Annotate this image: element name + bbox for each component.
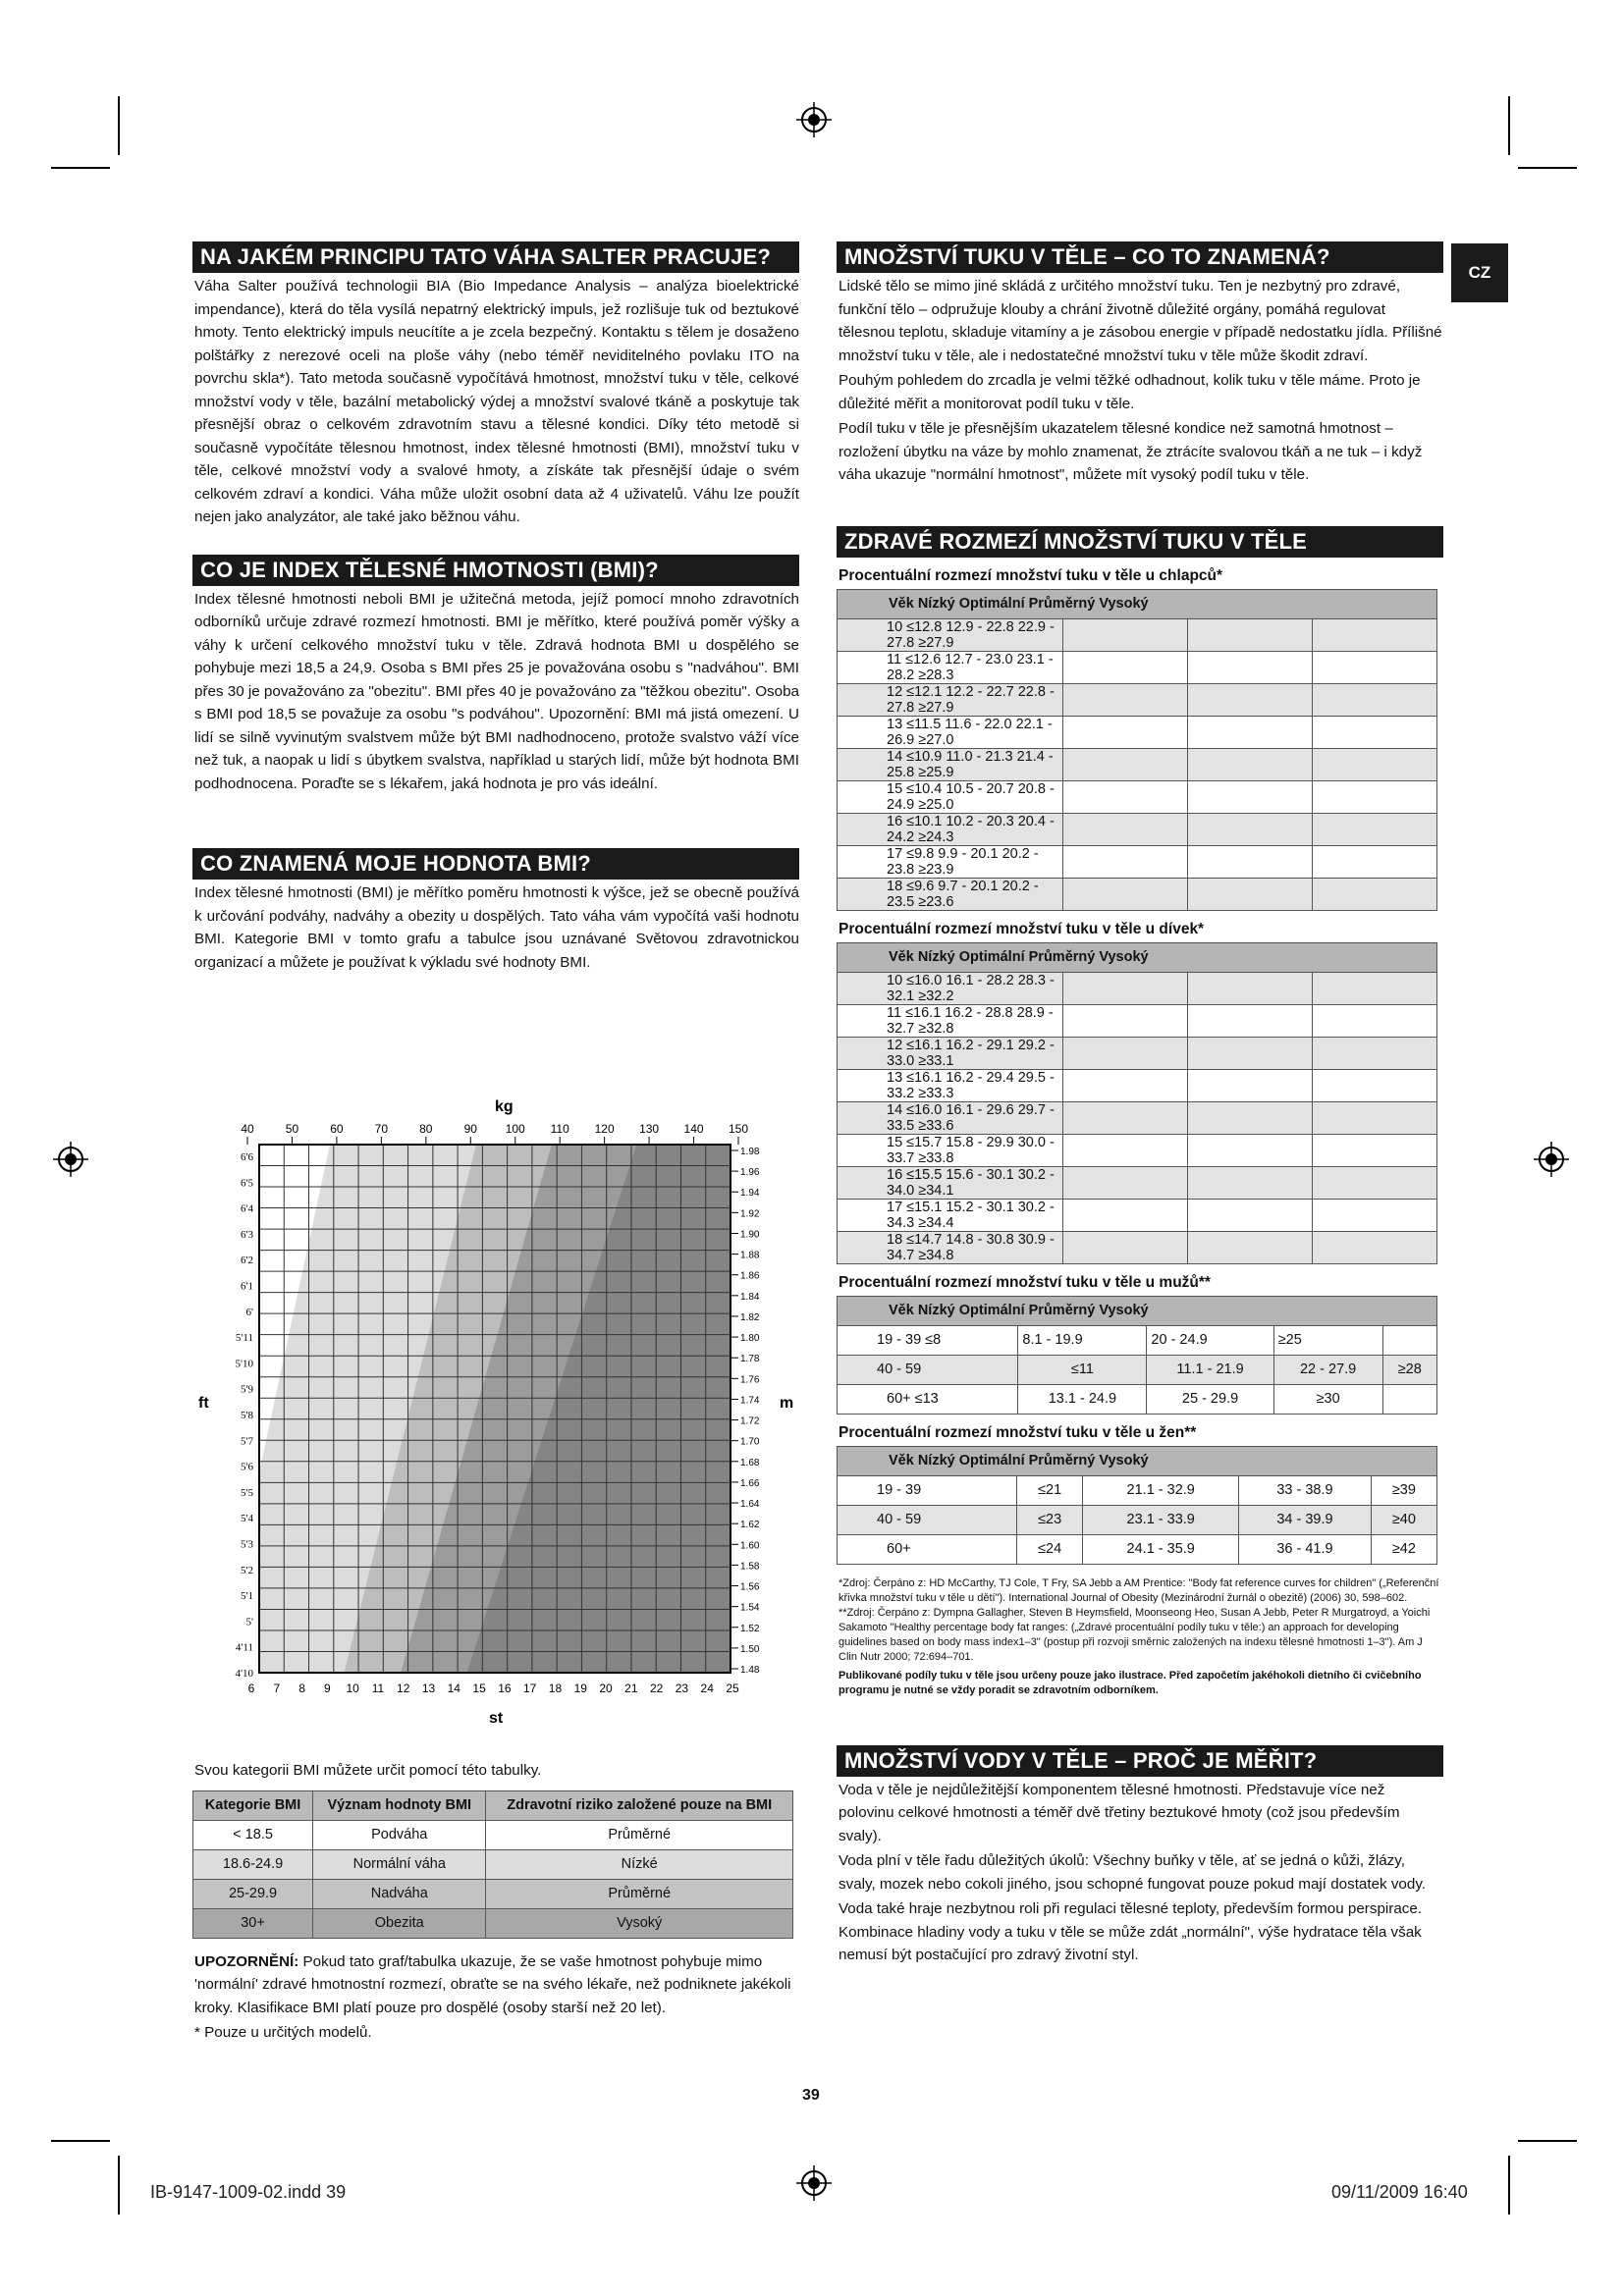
- section-title-healthy-range: ZDRAVÉ ROZMEZÍ MNOŽSTVÍ TUKU V TĚLE: [837, 526, 1443, 558]
- section-title-bmi: CO JE INDEX TĚLESNÉ HMOTNOSTI (BMI)?: [192, 555, 799, 586]
- kg-tick-label: 90: [463, 1122, 477, 1136]
- table-cell: ≥39: [1371, 1475, 1436, 1505]
- kg-tick-label: 130: [639, 1122, 660, 1136]
- bmi-table-block: [192, 1757, 799, 2045]
- st-tick-label: 7: [273, 1682, 281, 1695]
- ft-tick-label: 5'4: [241, 1513, 253, 1525]
- warning-label: UPOZORNĚNÍ:: [194, 1952, 299, 1970]
- ft-tick-label: 6': [245, 1306, 253, 1318]
- table-row: [193, 1879, 793, 1908]
- st-tick-label: 13: [421, 1682, 436, 1695]
- crop-mark: [51, 2140, 110, 2142]
- registration-mark-icon: [796, 2165, 832, 2201]
- crop-mark: [1518, 2140, 1577, 2142]
- ft-tick-label: 6'5: [241, 1177, 253, 1190]
- table-cell: 22 - 27.9: [1273, 1355, 1382, 1384]
- table-row: [838, 780, 1437, 813]
- m-tick-label: 1.50: [740, 1643, 760, 1655]
- st-tick-label: 21: [624, 1682, 638, 1695]
- table-cell: 11 ≤16.1 16.2 - 28.8 28.9 - 32.7 ≥32.8: [838, 1004, 1063, 1037]
- m-tick-label: 1.94: [740, 1188, 760, 1200]
- table-cell: Obezita: [313, 1908, 486, 1938]
- table-row: [838, 1384, 1437, 1414]
- st-tick-label: 8: [298, 1682, 305, 1695]
- registration-mark-icon: [53, 1142, 88, 1177]
- table-row: [838, 972, 1437, 1004]
- body-water-paragraph: Voda také hraje nezbytnou roli při regulaci tělesné teploty, především formou perspirace. Kombinace hladiny vody a tuku v těle se může zdát „normální", výše hydratace těla však nemusí být postačující pro zdravý životní styl.: [839, 1900, 1423, 1963]
- section-title-principle: NA JAKÉM PRINCIPU TATO VÁHA SALTER PRACUJE?: [192, 241, 799, 273]
- ft-tick-label: 5'11: [235, 1332, 253, 1345]
- m-tick-label: 1.54: [740, 1602, 760, 1614]
- table-cell: 11.1 - 21.9: [1147, 1355, 1273, 1384]
- section-title-body-fat: MNOŽSTVÍ TUKU V TĚLE – CO TO ZNAMENÁ?: [837, 241, 1443, 273]
- chart-m-label: m: [780, 1395, 794, 1412]
- right-column: [837, 241, 1443, 1967]
- table-row: [838, 813, 1437, 845]
- table-row: [838, 748, 1437, 780]
- table-cell: 18 ≤14.7 14.8 - 30.8 30.9 - 34.7 ≥34.8: [838, 1231, 1063, 1263]
- kg-tick-label: 120: [594, 1122, 615, 1136]
- ft-tick-label: 5'8: [241, 1410, 253, 1421]
- men-fat-table: [837, 1296, 1437, 1415]
- sources-disclaimer: Publikované podíly tuku v těle jsou určeny pouze jako ilustrace. Před započetím jakéhokoli dietního či cvičebního programu je nutné se vždy poradit se zdravotním odborníkem.: [839, 1669, 1422, 1696]
- girls-fat-table: [837, 942, 1437, 1264]
- m-tick-label: 1.96: [740, 1167, 760, 1179]
- kg-tick-label: 50: [285, 1122, 299, 1136]
- m-tick-label: 1.56: [740, 1581, 760, 1593]
- table-cell: 17 ≤15.1 15.2 - 30.1 30.2 - 34.3 ≥34.4: [838, 1199, 1063, 1231]
- ft-tick-label: 5': [245, 1616, 253, 1629]
- table-cell: 16 ≤15.5 15.6 - 30.1 30.2 - 34.0 ≥34.1: [838, 1166, 1063, 1199]
- table-row: [838, 1355, 1437, 1384]
- table-cell: 11 ≤12.6 12.7 - 23.0 23.1 - 28.2 ≥28.3: [838, 651, 1063, 683]
- table-row: [838, 716, 1437, 748]
- m-tick-label: 1.98: [740, 1147, 760, 1157]
- table-cell: 10 ≤16.0 16.1 - 28.2 28.3 - 32.1 ≥32.2: [838, 972, 1063, 1004]
- page-number: 39: [802, 2087, 820, 2104]
- table-cell: 8.1 - 19.9: [1018, 1325, 1147, 1355]
- crop-mark: [51, 167, 110, 169]
- table-cell: 34 - 39.9: [1239, 1505, 1372, 1534]
- table-row: [838, 1101, 1437, 1134]
- kg-tick-label: 60: [330, 1122, 344, 1136]
- st-tick-label: 15: [472, 1682, 486, 1695]
- warning-text: [194, 1950, 799, 2020]
- boys-table-caption: Procentuální rozmezí množství tuku v těle u chlapců*: [839, 566, 1223, 584]
- table-row: [838, 651, 1437, 683]
- table-row: [838, 1004, 1437, 1037]
- body-fat-paragraph: Podíl tuku v těle je přesnějším ukazatelem tělesné kondice než samotná hmotnost – rozložení úbytku na váze by mohlo znamenat, že ztrácíte svalovou tkáň a ne tuk – i když váha ukazuje "normální hmotnost", můžete mít vysoký podíl tuku v těle.: [839, 420, 1423, 483]
- crop-mark: [1518, 167, 1577, 169]
- ft-tick-label: 6'2: [241, 1255, 253, 1267]
- table-cell: 60+ ≤13: [838, 1384, 1018, 1414]
- table-cell: 12 ≤16.1 16.2 - 29.1 29.2 - 33.0 ≥33.1: [838, 1037, 1063, 1069]
- m-tick-label: 1.66: [740, 1477, 760, 1489]
- st-tick-label: 10: [346, 1682, 359, 1695]
- table-row: [193, 1849, 793, 1879]
- table-cell: 36 - 41.9: [1239, 1534, 1372, 1564]
- chart-ft-label: ft: [198, 1395, 209, 1412]
- table-cell: 19 - 39 ≤8: [838, 1325, 1018, 1355]
- st-tick-label: 18: [548, 1682, 563, 1695]
- bmi-table: [192, 1790, 793, 1939]
- table-cell: 10 ≤12.8 12.9 - 22.8 22.9 - 27.8 ≥27.9: [838, 618, 1063, 651]
- registration-mark-icon: [796, 102, 832, 137]
- st-tick-label: 11: [371, 1682, 385, 1695]
- crop-mark: [118, 96, 120, 155]
- ft-tick-label: 4'11: [235, 1641, 253, 1654]
- women-table-caption: Procentuální rozmezí množství tuku v těle u žen**: [839, 1423, 1197, 1441]
- table-cell: 40 - 59: [838, 1505, 1017, 1534]
- table-row: [838, 1037, 1437, 1069]
- m-tick-label: 1.82: [740, 1311, 760, 1323]
- bmi-table-header: Zdravotní riziko založené pouze na BMI: [486, 1790, 793, 1820]
- table-cell: 25 - 29.9: [1147, 1384, 1273, 1414]
- table-row: [838, 1166, 1437, 1199]
- table-cell: 13.1 - 24.9: [1018, 1384, 1147, 1414]
- kg-tick-label: 40: [241, 1122, 254, 1136]
- table-row: [838, 1199, 1437, 1231]
- m-tick-label: 1.80: [740, 1333, 760, 1345]
- section-text-bmi: Index tělesné hmotnosti neboli BMI je užitečná metoda, jejíž pomocí mnoho zdravotních odborníků určuje zdravé rozmezí hmotnosti. BMI je měřítko, které používá poměr výšky a váhy k určení celkového množství tuku v těle. Zdravá hodnota BMI u dospělého se pohybuje mezi 18,5 a 24,9. Osoba s BMI přes 25 je považována osobu s "nadváhou". BMI přes 30 je považováno za "obezitu". BMI přes 40 je považováno za "těžkou obezitu". Osoba s BMI pod 18,5 se považuje za osobu "s podváhou". Upozornění: BMI má jistá omezení. U lidí se silně vyvinutým svalstvem může být BMI nadhodnoceno, protože svalstvo váží více než tuk, a naopak u lidí s úbytkem svalstva, například u starých lidí, může být hodnota BMI podhodnocena. Poraďte se s lékařem, jaká hodnota je pro vás ideální.: [194, 590, 799, 792]
- table-row: [838, 1505, 1437, 1534]
- table-cell: ≤11: [1018, 1355, 1147, 1384]
- table-cell: 20 - 24.9: [1147, 1325, 1273, 1355]
- crop-mark: [118, 2156, 120, 2215]
- table-row: [838, 1534, 1437, 1564]
- table-cell: 16 ≤10.1 10.2 - 20.3 20.4 - 24.2 ≥24.3: [838, 813, 1063, 845]
- m-tick-label: 1.74: [740, 1395, 760, 1407]
- table-row: [838, 878, 1437, 910]
- bmi-table-header: Význam hodnoty BMI: [313, 1790, 486, 1820]
- table-cell: 15 ≤15.7 15.8 - 29.9 30.0 - 33.7 ≥33.8: [838, 1134, 1063, 1166]
- ft-tick-label: 6'3: [241, 1228, 253, 1241]
- st-tick-label: 20: [599, 1682, 613, 1695]
- m-tick-label: 1.88: [740, 1250, 760, 1261]
- table-cell: 13 ≤11.5 11.6 - 22.0 22.1 - 26.9 ≥27.0: [838, 716, 1063, 748]
- table-cell: 23.1 - 33.9: [1083, 1505, 1239, 1534]
- m-tick-label: 1.72: [740, 1415, 760, 1427]
- registration-mark-icon: [1534, 1142, 1569, 1177]
- kg-tick-label: 150: [728, 1122, 749, 1136]
- table-cell: Průměrné: [486, 1879, 793, 1908]
- table-row: [838, 1069, 1437, 1101]
- warning-body: Pokud tato graf/tabulka ukazuje, že se vaše hmotnost pohybuje mimo 'normální' zdravé hmotnostní rozmezí, obraťte se na svého lékaře, než podniknete jakékoli kroky. Klasifikace BMI platí pouze pro dospělé (osoby starší než 20 let).: [194, 1952, 791, 2016]
- table-cell: ≥25: [1273, 1325, 1382, 1355]
- section-title-bmi-value: CO ZNAMENÁ MOJE HODNOTA BMI?: [192, 848, 799, 880]
- section-title-body-water: MNOŽSTVÍ VODY V TĚLE – PROČ JE MĚŘIT?: [837, 1745, 1443, 1777]
- table-cell: 25-29.9: [193, 1879, 313, 1908]
- table-cell: Vysoký: [486, 1908, 793, 1938]
- table-cell: 40 - 59: [838, 1355, 1018, 1384]
- table-cell: 18.6-24.9: [193, 1849, 313, 1879]
- table-row: [193, 1908, 793, 1938]
- table-cell: Nadváha: [313, 1879, 486, 1908]
- body-water-paragraph: Voda plní v těle řadu důležitých úkolů: Všechny buňky v těle, ať se jedná o kůži, žlázy, svaly, mozek nebo cokoli jiného, jsou schopné fungovat pouze pokud mají dostatek vody.: [839, 1852, 1427, 1893]
- ft-tick-label: 5'9: [241, 1383, 253, 1396]
- st-tick-label: 22: [649, 1682, 664, 1695]
- ft-tick-label: 6'6: [241, 1151, 253, 1163]
- chart-kg-label: kg: [495, 1098, 514, 1115]
- table-cell: 24.1 - 35.9: [1083, 1534, 1239, 1564]
- m-tick-label: 1.62: [740, 1520, 760, 1531]
- table-cell: 30+: [193, 1908, 313, 1938]
- m-tick-label: 1.48: [740, 1665, 760, 1676]
- table-header: Věk Nízký Optimální Průměrný Vysoký: [838, 1296, 1437, 1325]
- table-cell: ≥28: [1382, 1355, 1436, 1384]
- table-cell: 14 ≤16.0 16.1 - 29.6 29.7 - 33.5 ≥33.6: [838, 1101, 1063, 1134]
- ft-tick-label: 5'3: [241, 1538, 253, 1551]
- ft-tick-label: 5'10: [235, 1358, 253, 1370]
- ft-tick-label: 4'10: [235, 1668, 253, 1680]
- m-tick-label: 1.86: [740, 1270, 760, 1282]
- st-tick-label: 23: [675, 1682, 689, 1695]
- st-tick-label: 14: [447, 1682, 460, 1695]
- men-table-caption: Procentuální rozmezí množství tuku v těle u mužů**: [839, 1273, 1211, 1291]
- table-cell: Normální váha: [313, 1849, 486, 1879]
- table-header: Věk Nízký Optimální Průměrný Vysoký: [838, 942, 1437, 972]
- girls-table-caption: Procentuální rozmezí množství tuku v těle u dívek*: [839, 920, 1205, 937]
- m-tick-label: 1.90: [740, 1229, 760, 1241]
- body-fat-paragraph: Lidské tělo se mimo jiné skládá z určitého množství tuku. Ten je nezbytný pro zdravé, funkční tělo – odpružuje klouby a chrání životně důležité orgány, pomáhá regulovat tělesnou teplotu, skladuje vitamíny a je zásobou energie v případě nedostatku jídla. Přílišné množství tuku v těle, ale i nedostatečné množství tuku v těle může škodit zdraví.: [839, 278, 1442, 364]
- table-cell: ≤23: [1017, 1505, 1083, 1534]
- st-tick-label: 19: [573, 1682, 587, 1695]
- footer-file-info: IB-9147-1009-02.indd 39: [150, 2182, 347, 2202]
- table-row: [193, 1820, 793, 1849]
- crop-mark: [1508, 2156, 1510, 2215]
- table-cell: 14 ≤10.9 11.0 - 21.3 21.4 - 25.8 ≥25.9: [838, 748, 1063, 780]
- st-tick-label: 6: [247, 1682, 255, 1695]
- section-text-principle: Váha Salter používá technologii BIA (Bio Impedance Analysis – analýza bioelektrické impendance), která do těla vysílá nepatrný elektrický impuls, jež rozlišuje tuk od beztukové hmoty. Tento elektrický impuls neucítíte a je zcela bezpečný. Kontaktu s tělem je dosaženo polštářky z nerezové oceli na ploše váhy (nebo téměř neviditelného povlaku ITO na povrchu skla*). Tato metoda současně vypočítává hmotnost, množství tuku v těle, celkové množství vody v těle, bazální metabolický výdej a množství svalové tkáně a poskytuje tak přesnější obraz o celkovém zdravotním stavu a tělesné kondici. Díky této metodě si současně vypočítáte tělesnou hmotnost, index tělesné hmotnosti (BMI), množství tuku v těle, celkové množství vody a svalové hmoty, a získáte tak přesnější údaje o svém celkovém zdraví a kondici. Váha může uložit osobní data až 4 uživatelů. Váhu lze použít nejen jako analyzátor, ale také jako běžnou váhu.: [194, 278, 799, 525]
- body-fat-paragraph: Pouhým pohledem do zrcadla je velmi těžké odhadnout, kolik tuku v těle máme. Proto je důležité měřit a monitorovat podíl tuku v těle.: [839, 372, 1421, 412]
- st-tick-label: 9: [324, 1682, 331, 1695]
- kg-tick-label: 140: [683, 1122, 704, 1136]
- table-cell: 33 - 38.9: [1239, 1475, 1372, 1505]
- table-cell: Nízké: [486, 1849, 793, 1879]
- table-header: Věk Nízký Optimální Průměrný Vysoký: [838, 589, 1437, 618]
- table-cell: 13 ≤16.1 16.2 - 29.4 29.5 - 33.2 ≥33.3: [838, 1069, 1063, 1101]
- m-tick-label: 1.60: [740, 1540, 760, 1552]
- table-cell: 15 ≤10.4 10.5 - 20.7 20.8 - 24.9 ≥25.0: [838, 780, 1063, 813]
- table-cell: [1382, 1325, 1436, 1355]
- table-header: Věk Nízký Optimální Průměrný Vysoký: [838, 1446, 1437, 1475]
- bmi-table-intro: Svou kategorii BMI můžete určit pomocí této tabulky.: [194, 1762, 542, 1779]
- st-tick-label: 16: [498, 1682, 512, 1695]
- m-tick-label: 1.70: [740, 1436, 760, 1448]
- table-row: [838, 1325, 1437, 1355]
- table-cell: ≤24: [1017, 1534, 1083, 1564]
- table-cell: ≥40: [1371, 1505, 1436, 1534]
- table-cell: 17 ≤9.8 9.9 - 20.1 20.2 - 23.8 ≥23.9: [838, 845, 1063, 878]
- table-row: [838, 1475, 1437, 1505]
- language-tab: CZ: [1451, 243, 1508, 302]
- ft-tick-label: 5'1: [241, 1590, 253, 1603]
- section-text-bmi-value: Index tělesné hmotnosti (BMI) je měřítko poměru hmotnosti k výšce, jež se obecně používá k určování podváhy, nadváhy a obezity u dospělých. Tato váha vám vypočítá vaši hodnotu BMI. Kategorie BMI v tomto grafu a tabulce jsou uznávané Světovou zdravotnickou organizací a můžete je používat k výkladu své hodnoty BMI.: [194, 884, 799, 971]
- st-tick-label: 24: [700, 1682, 714, 1695]
- table-cell: ≥42: [1371, 1534, 1436, 1564]
- m-tick-label: 1.64: [740, 1499, 760, 1511]
- table-row: [838, 1231, 1437, 1263]
- table-cell: 19 - 39: [838, 1475, 1017, 1505]
- table-cell: Průměrné: [486, 1820, 793, 1849]
- ft-tick-label: 5'5: [241, 1486, 253, 1499]
- body-water-paragraph: Voda v těle je nejdůležitější komponentem tělesné hmotnosti. Představuje více než polovinu celkové hmotnosti a téměř dvě třetiny beztukové hmoty (což jsou především svaly).: [839, 1781, 1400, 1844]
- m-tick-label: 1.84: [740, 1291, 760, 1303]
- women-fat-table: [837, 1446, 1437, 1565]
- table-cell: 21.1 - 32.9: [1083, 1475, 1239, 1505]
- crop-mark: [1508, 96, 1510, 155]
- ft-tick-label: 6'1: [241, 1280, 253, 1293]
- table-cell: 60+: [838, 1534, 1017, 1564]
- table-cell: Podváha: [313, 1820, 486, 1849]
- m-tick-label: 1.58: [740, 1561, 760, 1573]
- ft-tick-label: 5'2: [241, 1564, 253, 1576]
- m-tick-label: 1.76: [740, 1374, 760, 1386]
- table-row: [838, 618, 1437, 651]
- st-tick-label: 17: [523, 1682, 537, 1695]
- m-tick-label: 1.92: [740, 1208, 760, 1220]
- ft-tick-label: 5'6: [241, 1461, 253, 1473]
- bmi-table-header: Kategorie BMI: [193, 1790, 313, 1820]
- st-tick-label: 12: [397, 1682, 410, 1695]
- boys-fat-table: [837, 589, 1437, 911]
- sources-text: *Zdroj: Čerpáno z: HD McCarthy, TJ Cole, T Fry, SA Jebb a AM Prentice: "Body fat reference curves for children" („Referenční křivka množství tuku v těle u dětí"). International Journal of Obesity (Mezinárodní žurnál o obezitě) (2006) 30, 598–602. **Zdroj: Čerpáno z: Dympna Gallagher, Steven B Heymsfield, Moonseong Heo, Susan A Jebb, Peter R Murgatroyd, a Yoichi Sakamoto "Healthy percentage body fat ranges: („Zdravé procentuální podíly tuku v těle:) an approach for developing guidelines based on body mass index1–3" (postup při rozvoji směrnic založených na indexu tělesné hmotnosti 1–3"). Am J Clin Nutr 2000; 72:694–701.: [839, 1576, 1439, 1663]
- table-row: [838, 1134, 1437, 1166]
- bmi-height-weight-chart: [192, 1097, 811, 1726]
- left-column: [192, 241, 799, 974]
- table-cell: ≥30: [1273, 1384, 1382, 1414]
- m-tick-label: 1.78: [740, 1354, 760, 1365]
- table-cell: ≤21: [1017, 1475, 1083, 1505]
- footnote: * Pouze u určitých modelů.: [194, 2024, 372, 2041]
- kg-tick-label: 80: [419, 1122, 433, 1136]
- st-tick-label: 25: [726, 1682, 739, 1695]
- table-cell: < 18.5: [193, 1820, 313, 1849]
- ft-tick-label: 6'4: [241, 1202, 253, 1215]
- ft-tick-label: 5'7: [241, 1435, 253, 1448]
- table-row: [838, 845, 1437, 878]
- footer-date-time: 09/11/2009 16:40: [1331, 2182, 1468, 2202]
- kg-tick-label: 100: [505, 1122, 525, 1136]
- table-row: [838, 683, 1437, 716]
- chart-st-label: st: [489, 1710, 504, 1726]
- kg-tick-label: 70: [374, 1122, 389, 1136]
- table-cell: [1382, 1384, 1436, 1414]
- m-tick-label: 1.52: [740, 1623, 760, 1634]
- kg-tick-label: 110: [550, 1122, 569, 1136]
- m-tick-label: 1.68: [740, 1457, 760, 1468]
- table-cell: 18 ≤9.6 9.7 - 20.1 20.2 - 23.5 ≥23.6: [838, 878, 1063, 910]
- table-cell: 12 ≤12.1 12.2 - 22.7 22.8 - 27.8 ≥27.9: [838, 683, 1063, 716]
